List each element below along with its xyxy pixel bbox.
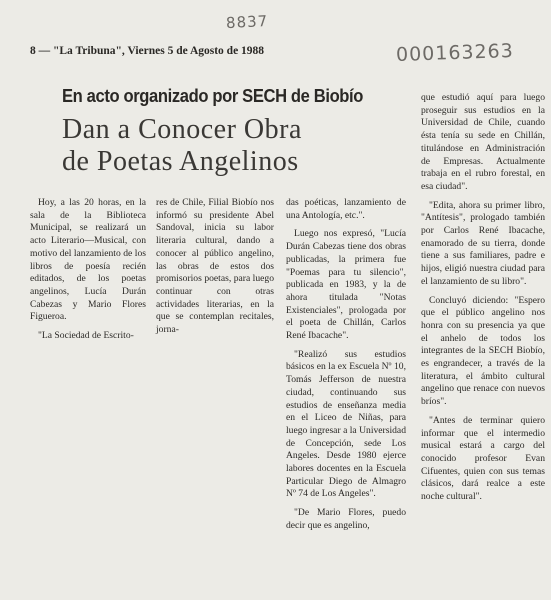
handwritten-catalog-code: 000163263 [395, 39, 515, 67]
paragraph: Hoy, a las 20 horas, en la sala de la Biblioteca Municipal, se realizará un acto Literario—Musical, con motivo del lanzamiento de los libros de poesía recién editados, de los poetas angelinos, Lucía Durán Cabezas y Mario Flores Figueroa. [30, 197, 146, 323]
paragraph: Concluyó diciendo: "Espero que el público angelino nos honra con su presencia ya que el anhelo de todos los integrantes de la SECH Biobío, es engrandecer, a través de la literatura, el ámbito cultural angelino que renace con nuevos bríos". [421, 294, 545, 408]
paragraph: Luego nos expresó, "Lucía Durán Cabezas tiene dos obras publicadas, la primera fue "Poemas para tu silencio", publicada en 1983, y la de ahora titulada "Notas Existenciales", prologada por el poeta de Chillán, Carlos René Ibacache". [286, 228, 406, 342]
article-column-3 [286, 197, 406, 539]
paragraph: "Antes de terminar quiero informar que el intermedio musical estará a cargo del conocido profesor Evan Cifuentes, quien con sus temas clásicos, dará realce a este noche cultural". [421, 414, 545, 503]
paragraph: "La Sociedad de Escrito- [38, 330, 134, 342]
paragraph: "Edita, ahora su primer libro, "Antítesis", prologado también por Carlos René Ibacache, enamorado de su tierra, donde tiene a sus familiares, padre e hijos, eligió nuestra ciudad para el lanzamiento de su libro". [421, 199, 545, 287]
article-headline-line-1: Dan a Conocer Obra [62, 114, 302, 145]
paragraph: res de Chile, Filial Biobío nos informó su presidente Abel Sandoval, inicia su labor literaria cultural, dando a conocer al público angelino, las obras de estos dos promisorios poetas, para luego continuar con otras actividades literarias, en la que se contemplan recitales, jorna- [156, 197, 274, 336]
paragraph: "De Mario Flores, puedo decir que es angelino, [286, 507, 406, 531]
handwritten-archive-number: 8837 [225, 11, 269, 33]
paragraph: "Realizó sus estudios básicos en la ex Escuela Nº 10, Tomás Jefferson de nuestra ciudad, continuando sus estudios de enseñanza media en el Liceo de Niñas, para luego ingresar a la Universidad de Concepción, sede Los Angeles. Desde 1980 ejerce labores docentes en la Escuela Particular Diego de Almagro Nº 74 de Los Angeles". [286, 348, 406, 500]
article-column-2 [156, 197, 274, 343]
paragraph: que estudió aquí para luego proseguir sus estudios en la Universidad de Chile, cuando ésta tenía su sede en Chillán, titulándose en Administración de Empresas. Actualmente trabaja en el rubro forestal, en esa ciudad". [421, 92, 545, 192]
newspaper-header-line: 8 — "La Tribuna", Viernes 5 de Agosto de 1988 [30, 45, 265, 57]
article-headline-line-2: de Poetas Angelinos [62, 146, 299, 177]
article-column-4 [421, 92, 545, 510]
paragraph: das poéticas, lanzamiento de una Antología, etc.". [286, 197, 406, 221]
article-column-1 [30, 197, 146, 349]
article-kicker: En acto organizado por SECH de Biobío [62, 86, 364, 106]
